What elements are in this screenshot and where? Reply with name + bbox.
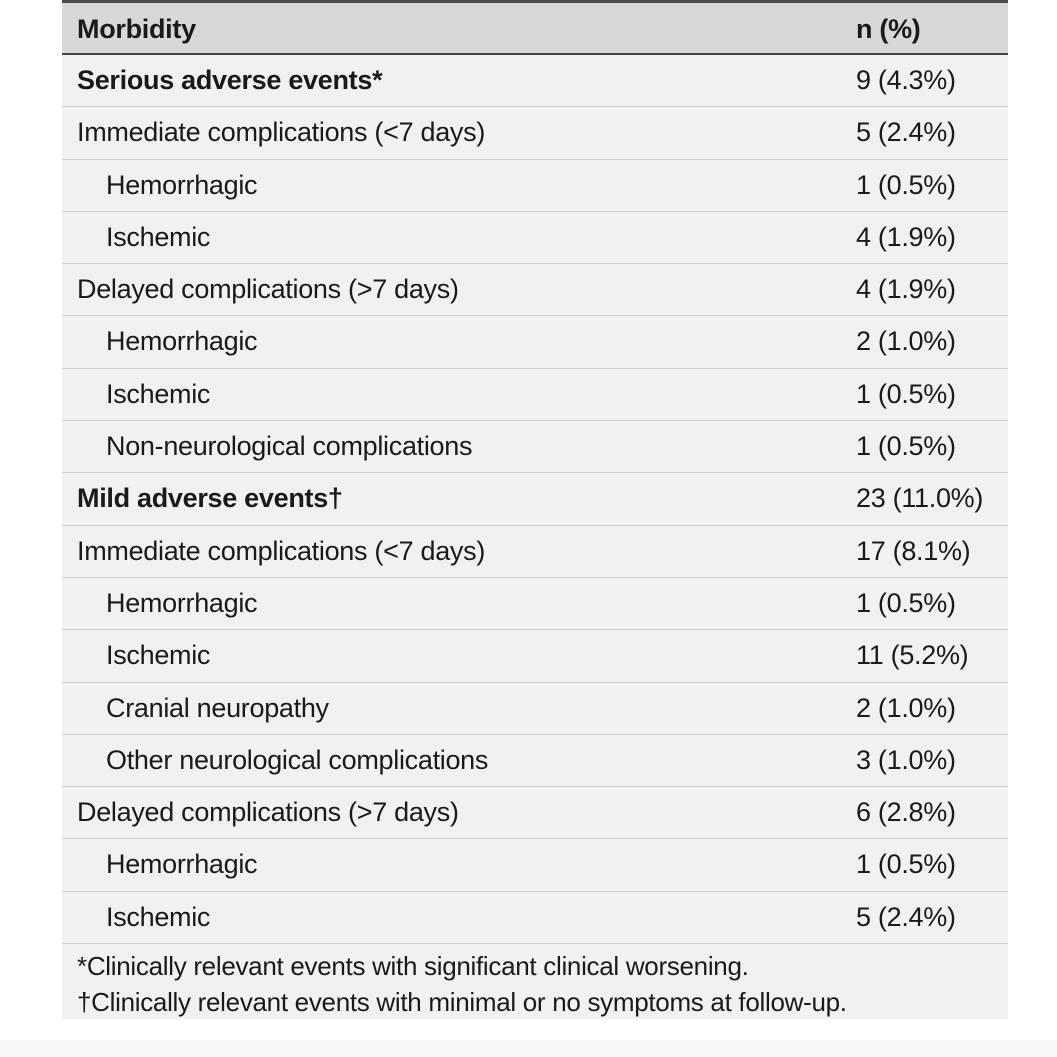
table-row	[62, 683, 1008, 735]
row-label: Other neurological complications	[106, 744, 489, 775]
row-value: 2 (1.0%)	[856, 692, 956, 723]
row-label: Ischemic	[106, 378, 211, 409]
row-label: Ischemic	[106, 901, 211, 932]
table-header	[62, 3, 1008, 55]
row-value: 4 (1.9%)	[856, 221, 956, 252]
row-value: 23 (11.0%)	[856, 483, 984, 514]
page-bottom-strip	[0, 1040, 1057, 1057]
row-value: 3 (1.0%)	[856, 744, 956, 775]
header-n-percent: n (%)	[856, 14, 921, 44]
row-label: Ischemic	[106, 221, 211, 252]
row-value: 1 (0.5%)	[856, 378, 956, 409]
row-label: Delayed complications (>7 days)	[77, 274, 459, 305]
table-row	[62, 473, 1008, 525]
row-value: 5 (2.4%)	[856, 117, 956, 148]
row-label: Non-neurological complications	[106, 431, 473, 462]
row-label: Delayed complications (>7 days)	[77, 797, 459, 828]
row-label: Hemorrhagic	[106, 849, 258, 880]
row-label: Immediate complications (<7 days)	[77, 117, 486, 148]
table-row	[62, 369, 1008, 421]
row-label: Cranial neuropathy	[106, 692, 329, 723]
table-row	[62, 839, 1008, 891]
row-label: Immediate complications (<7 days)	[77, 535, 486, 566]
header-morbidity: Morbidity	[77, 14, 196, 44]
row-label: Hemorrhagic	[106, 587, 258, 618]
table-row	[62, 630, 1008, 682]
table-row	[62, 107, 1008, 159]
row-value: 11 (5.2%)	[856, 640, 969, 671]
footnote-mild: †Clinically relevant events with minimal or no symptoms at follow-up.	[77, 987, 847, 1017]
table-footnotes	[77, 948, 847, 1020]
row-label: Hemorrhagic	[106, 169, 258, 200]
row-value: 1 (0.5%)	[856, 431, 956, 462]
row-value: 6 (2.8%)	[856, 797, 956, 828]
table-row	[62, 787, 1008, 839]
table-row	[62, 421, 1008, 473]
table-row	[62, 316, 1008, 368]
table-row	[62, 578, 1008, 630]
table-row	[62, 264, 1008, 316]
row-value: 1 (0.5%)	[856, 587, 956, 618]
row-value: 2 (1.0%)	[856, 326, 956, 357]
row-value: 1 (0.5%)	[856, 169, 956, 200]
row-value: 4 (1.9%)	[856, 274, 956, 305]
row-value: 5 (2.4%)	[856, 901, 956, 932]
row-value: 17 (8.1%)	[856, 535, 971, 566]
table-row	[62, 55, 1008, 107]
table-row	[62, 735, 1008, 787]
footnote-serious: *Clinically relevant events with significant clinical worsening.	[77, 951, 749, 981]
morbidity-table	[62, 0, 1008, 1019]
row-label: Ischemic	[106, 640, 211, 671]
row-label: Hemorrhagic	[106, 326, 258, 357]
table-row	[62, 212, 1008, 264]
table-row	[62, 160, 1008, 212]
row-label: Serious adverse events*	[77, 65, 383, 95]
table-row	[62, 892, 1008, 944]
table-body	[62, 55, 1008, 944]
table-row	[62, 526, 1008, 578]
row-label: Mild adverse events†	[77, 483, 343, 514]
row-value: 9 (4.3%)	[856, 65, 956, 95]
row-value: 1 (0.5%)	[856, 849, 956, 880]
